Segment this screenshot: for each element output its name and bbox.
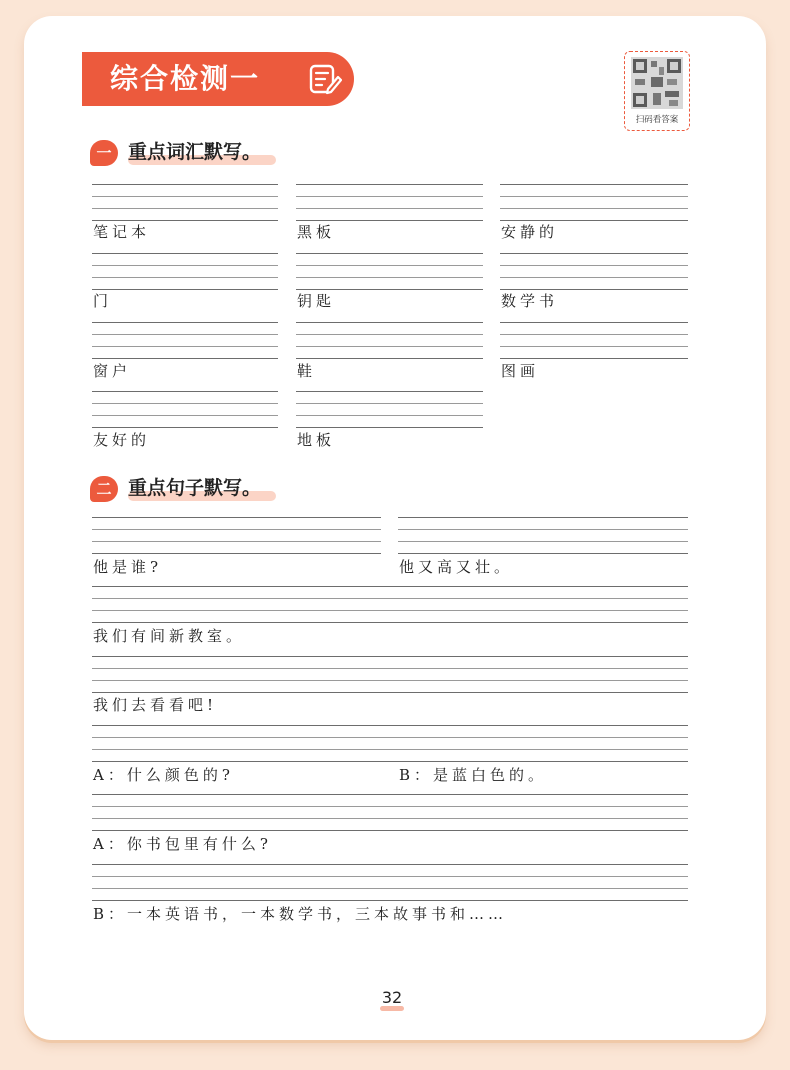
vocab-writing-lines[interactable] [92,322,278,359]
vocab-word: 数学书 [501,292,559,310]
sentence-text: 他又高又壮。 [399,558,514,576]
sentence-text: B：一本英语书，一本数学书，三本故事书和…… [93,905,508,923]
vocab-writing-lines[interactable] [500,322,688,359]
vocab-writing-lines[interactable] [92,184,278,221]
sentence-text: B：是蓝白色的。 [399,766,548,784]
vocab-word: 笔记本 [93,223,151,241]
vocab-writing-lines[interactable] [296,322,483,359]
section2-title: 重点句子默写。 [128,477,262,499]
vocab-word: 地板 [297,431,336,449]
sentence-text: 他是谁? [93,558,163,576]
sentence-writing-lines[interactable] [398,517,688,554]
worksheet-page [24,16,766,1040]
sentence-text: A：你书包里有什么? [93,835,272,853]
vocab-word: 门 [93,292,113,310]
sentence-writing-lines[interactable] [92,794,688,831]
notebook-pencil-icon [308,63,342,95]
page-title: 综合检测一 [110,62,261,95]
sentence-writing-lines[interactable] [92,725,688,762]
qr-caption: 扫码看答案 [635,115,679,125]
section1-header [90,138,310,168]
page-number: 32 [381,988,403,1007]
vocab-word: 窗户 [93,362,132,380]
section2-badge: 二 [90,476,118,502]
vocab-word: 安静的 [501,223,559,241]
vocab-writing-lines[interactable] [296,391,483,428]
answer-qr-code[interactable] [624,51,690,131]
vocab-word: 友好的 [93,431,151,449]
vocab-writing-lines[interactable] [92,253,278,290]
vocab-writing-lines[interactable] [92,391,278,428]
vocab-writing-lines[interactable] [500,253,688,290]
vocab-word: 黑板 [297,223,336,241]
section2-header [90,474,310,504]
qr-code-icon [631,57,683,109]
vocab-writing-lines[interactable] [296,184,483,221]
sentence-writing-lines[interactable] [92,864,688,901]
sentence-writing-lines[interactable] [92,586,688,623]
sentence-text: A：什么颜色的? [93,766,234,784]
title-banner [82,52,354,106]
sentence-writing-lines[interactable] [92,656,688,693]
section1-badge: 一 [90,140,118,166]
vocab-word: 图画 [501,362,540,380]
vocab-word: 鞋 [297,362,317,380]
section1-title: 重点词汇默写。 [128,141,262,163]
vocab-writing-lines[interactable] [500,184,688,221]
sentence-writing-lines[interactable] [92,517,381,554]
vocab-writing-lines[interactable] [296,253,483,290]
sentence-text: 我们去看看吧! [93,696,218,714]
sentence-text: 我们有间新教室。 [93,627,246,645]
vocab-word: 钥匙 [297,292,336,310]
